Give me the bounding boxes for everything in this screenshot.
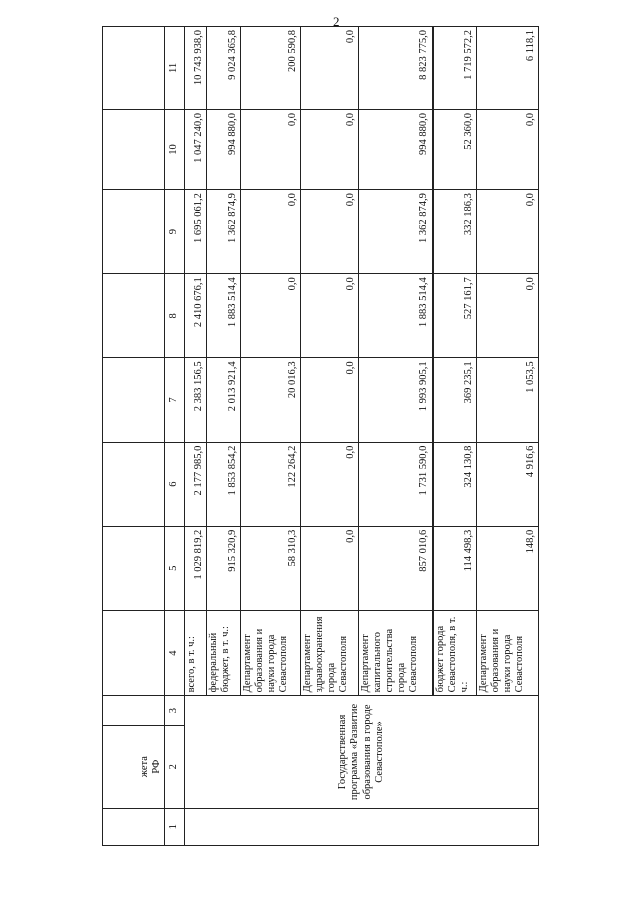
header-cell-11 xyxy=(103,27,165,110)
value-cell: 114 498,3 xyxy=(433,526,477,610)
table-body xyxy=(103,27,539,846)
value-cell: 0,0 xyxy=(477,109,539,189)
table-row xyxy=(185,27,207,846)
value-cell: 9 024 365,8 xyxy=(207,27,241,110)
value-cell: 1 053,5 xyxy=(477,358,539,442)
value-cell: 857 010,6 xyxy=(359,526,433,610)
value-cell: 200 590,8 xyxy=(241,27,301,110)
value-cell: 1 029 819,2 xyxy=(185,526,207,610)
row-label: Департамент образования и науки города Севастополя xyxy=(241,610,301,696)
column-number-4: 4 xyxy=(165,610,185,696)
column-number-10: 10 xyxy=(165,109,185,189)
value-cell: 2 410 676,1 xyxy=(185,274,207,358)
value-cell: 6 118,1 xyxy=(477,27,539,110)
value-cell: 0,0 xyxy=(301,526,359,610)
value-cell: 8 823 775,0 xyxy=(359,27,433,110)
value-cell: 324 130,8 xyxy=(433,442,477,526)
value-cell: 10 743 938,0 xyxy=(185,27,207,110)
value-cell: 2 177 985,0 xyxy=(185,442,207,526)
column-number-9: 9 xyxy=(165,190,185,274)
value-cell: 20 016,3 xyxy=(241,358,301,442)
value-cell: 148,0 xyxy=(477,526,539,610)
header-cell-1 xyxy=(103,808,165,845)
header-cell-6 xyxy=(103,442,165,526)
value-cell: 1 695 061,2 xyxy=(185,190,207,274)
value-cell: 0,0 xyxy=(301,27,359,110)
value-cell: 1 362 874,9 xyxy=(359,190,433,274)
value-cell: 915 320,9 xyxy=(207,526,241,610)
value-cell: 58 310,3 xyxy=(241,526,301,610)
value-cell: 0,0 xyxy=(241,109,301,189)
header-cell-8 xyxy=(103,274,165,358)
column-number-11: 11 xyxy=(165,27,185,110)
column-number-8: 8 xyxy=(165,274,185,358)
value-cell: 1 993 905,1 xyxy=(359,358,433,442)
header-cell-3 xyxy=(103,696,165,725)
header-cell-5 xyxy=(103,526,165,610)
value-cell: 0,0 xyxy=(241,190,301,274)
value-cell: 332 186,3 xyxy=(433,190,477,274)
column-number-5: 5 xyxy=(165,526,185,610)
value-cell: 994 880,0 xyxy=(207,109,241,189)
value-cell: 122 264,2 xyxy=(241,442,301,526)
row-label: Департамент здравоохранения города Севастополя xyxy=(301,610,359,696)
header-fragment-cell: жета РФ xyxy=(103,725,165,808)
column-numbers-row xyxy=(165,27,185,846)
header-cell-10 xyxy=(103,109,165,189)
header-fragment-row xyxy=(103,27,165,846)
value-cell: 0,0 xyxy=(301,109,359,189)
program-title-cell: Государственная программа «Развитие образования в городе Севастополе» xyxy=(185,696,539,808)
value-cell: 994 880,0 xyxy=(359,109,433,189)
value-cell: 2 383 156,5 xyxy=(185,358,207,442)
value-cell: 1 731 590,0 xyxy=(359,442,433,526)
column-number-7: 7 xyxy=(165,358,185,442)
value-cell: 0,0 xyxy=(477,274,539,358)
row-label: бюджет города Севастополя, в т. ч.: xyxy=(433,610,477,696)
value-cell: 0,0 xyxy=(477,190,539,274)
header-cell-9 xyxy=(103,190,165,274)
value-cell: 1 362 874,9 xyxy=(207,190,241,274)
header-cell-4 xyxy=(103,610,165,696)
value-cell: 0,0 xyxy=(301,442,359,526)
value-cell: 0,0 xyxy=(301,190,359,274)
value-cell: 1 719 572,2 xyxy=(433,27,477,110)
row-number-cell xyxy=(185,808,539,845)
value-cell: 0,0 xyxy=(241,274,301,358)
value-cell: 0,0 xyxy=(301,358,359,442)
value-cell: 4 916,6 xyxy=(477,442,539,526)
row-label: Департамент образования и науки города Севастополя xyxy=(477,610,539,696)
row-label: всего, в т. ч.: xyxy=(185,610,207,696)
column-number-1: 1 xyxy=(165,808,185,845)
value-cell: 2 013 921,4 xyxy=(207,358,241,442)
value-cell: 0,0 xyxy=(301,274,359,358)
page-number: 2 xyxy=(333,14,340,29)
value-cell: 369 235,1 xyxy=(433,358,477,442)
row-label: федеральный бюджет, в т. ч.: xyxy=(207,610,241,696)
row-label: Департамент капитального строительства города Севастополя xyxy=(359,610,433,696)
value-cell: 1 883 514,4 xyxy=(207,274,241,358)
value-cell: 1 853 854,2 xyxy=(207,442,241,526)
column-number-3: 3 xyxy=(165,696,185,725)
value-cell: 1 883 514,4 xyxy=(359,274,433,358)
column-number-2: 2 xyxy=(165,725,185,808)
value-cell: 52 360,0 xyxy=(433,109,477,189)
value-cell: 1 047 240,0 xyxy=(185,109,207,189)
column-number-6: 6 xyxy=(165,442,185,526)
budget-table xyxy=(102,26,539,846)
header-cell-7 xyxy=(103,358,165,442)
value-cell: 527 161,7 xyxy=(433,274,477,358)
